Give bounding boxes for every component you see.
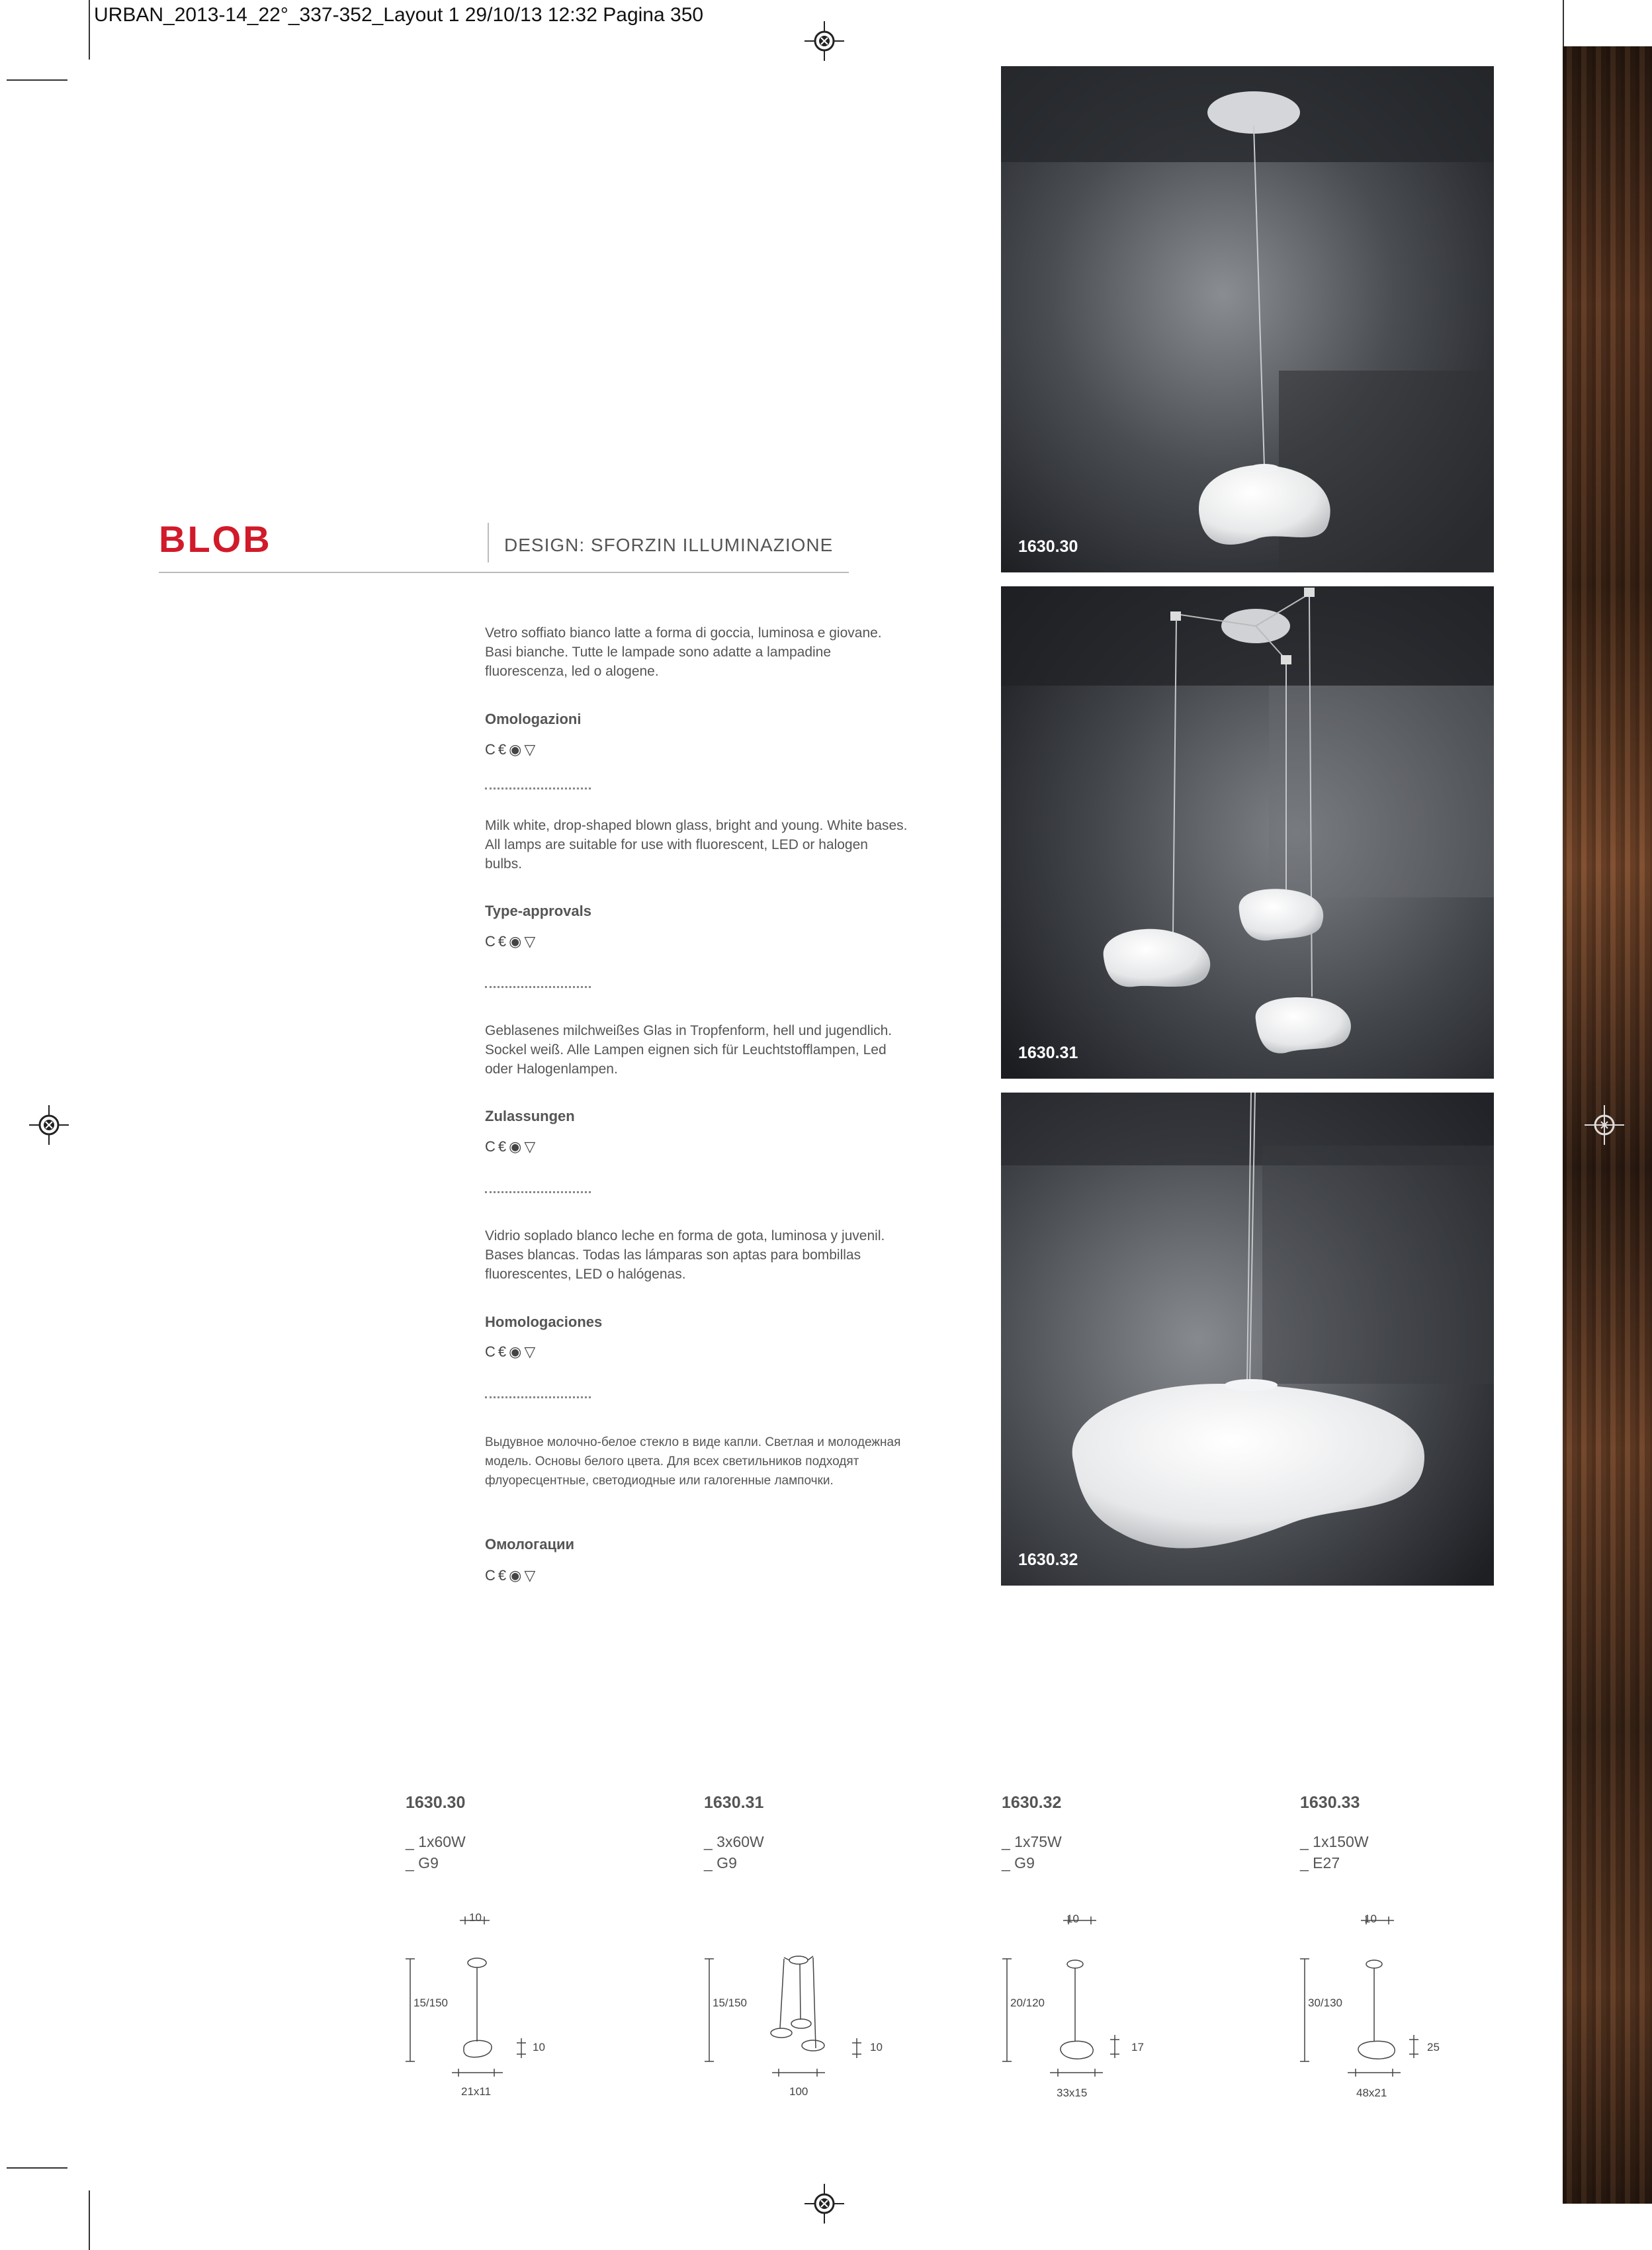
photo-label: 1630.31 [1018,1044,1078,1062]
dimension-label: 15/150 [413,1997,448,2009]
description-ru: Выдувное молочно-белое стекло в виде капли. Светлая и молодежная модель. Основы белого цвета. Для всех светильников подходят флуоресцентные, светодиодные или галогенные лампочки. [485,1435,901,1488]
dimension-label: 17 [1131,2041,1144,2053]
approval-marks-icon: C€◉▽ [485,1567,539,1584]
spec-power: _ 3x60W [704,1833,764,1850]
dotted-divider [485,788,591,789]
spec-socket: _ E27 [1300,1854,1340,1871]
spec-code: 1630.30 [406,1793,466,1812]
spec-socket: _ G9 [406,1854,439,1871]
technical-drawing-icon [1295,1906,1467,2078]
spec-socket: _ G9 [1002,1854,1035,1871]
crop-mark [7,79,67,81]
registration-mark-icon [29,1105,69,1145]
spec-code: 1630.31 [704,1793,764,1812]
dimension-label: 10 [1066,1912,1079,1925]
dimension-label: 21x11 [461,2085,492,2098]
description-de: Geblasenes milchweißes Glas in Tropfenform, hell und jugendlich. Sockel weiß. Alle Lampen eignen sich für Leuchtstofflampen, Led oder Halogenlampen. [485,1023,892,1077]
product-photo [1001,66,1494,572]
spec-power: _ 1x60W [406,1833,466,1850]
dimension-label: 30/130 [1308,1997,1342,2009]
spec-power: _ 1x75W [1002,1833,1062,1850]
spec-code: 1630.32 [1002,1793,1062,1812]
approvals-heading-es: Homologaciones [485,1314,603,1330]
product-photo [1001,586,1494,1079]
dimension-label: 33x15 [1057,2087,1088,2099]
approval-marks-icon: C€◉▽ [485,1138,539,1155]
crop-mark [89,2190,90,2250]
designer-credit: DESIGN: SFORZIN ILLUMINAZIONE [504,535,834,555]
spec-column [406,1793,683,1873]
product-photo [1001,1093,1494,1586]
spec-column [1002,1793,1280,1873]
dimension-label: 10 [469,1911,482,1924]
photo-label: 1630.30 [1018,537,1078,556]
product-title: BLOB [159,518,272,560]
dotted-divider [485,986,591,988]
approvals-heading-it: Omologazioni [485,711,582,727]
technical-drawing-icon [400,1906,552,2078]
description-it: Vetro soffiato bianco latte a forma di goccia, luminosa e giovane. Basi bianche. Tutte le lampade sono adatte a lampadine fluorescenza, led o alogene. [485,625,882,679]
dimension-label: 25 [1427,2041,1440,2053]
description-es: Vidrio soplado blanco leche en forma de gota, luminosa y juvenil. Bases blancas. Todas las lámparas son aptas para bombillas fluorescentes, LED o halógenas. [485,1228,885,1282]
title-rule [159,572,849,573]
dimension-label: 10 [533,2041,545,2053]
print-slug: URBAN_2013-14_22°_337-352_Layout 1 29/10/13 12:32 Pagina 350 [94,4,704,26]
dimension-label: 15/150 [713,1997,747,2009]
title-separator [488,523,489,562]
photo-label: 1630.32 [1018,1551,1078,1569]
description-en: Milk white, drop-shaped blown glass, bright and young. White bases. All lamps are suitable for use with fluorescent, LED or halogen bulbs. [485,818,908,872]
approvals-heading-de: Zulassungen [485,1108,575,1124]
registration-mark-icon [804,2184,844,2224]
dotted-divider [485,1396,591,1398]
crop-mark [1563,0,1564,46]
spec-column [704,1793,982,1873]
spec-column [1300,1793,1578,1873]
crop-mark [7,2167,67,2169]
registration-mark-icon [1585,1105,1624,1145]
approval-marks-icon: C€◉▽ [485,741,539,758]
spec-power: _ 1x150W [1300,1833,1369,1850]
approvals-heading-en: Type-approvals [485,903,591,919]
approval-marks-icon: C€◉▽ [485,933,539,950]
approval-marks-icon: C€◉▽ [485,1343,539,1360]
technical-drawing-icon [699,1906,885,2078]
dimension-label: 48x21 [1356,2087,1387,2099]
dimension-label: 100 [789,2085,808,2098]
approvals-heading-ru: Омологации [485,1536,575,1552]
crop-mark [89,0,90,60]
dimension-label: 20/120 [1010,1997,1045,2009]
dimension-label: 10 [1364,1912,1377,1925]
spec-code: 1630.33 [1300,1793,1360,1812]
dotted-divider [485,1191,591,1193]
registration-mark-icon [804,21,844,61]
spec-socket: _ G9 [704,1854,737,1871]
dimension-label: 10 [870,2041,883,2053]
